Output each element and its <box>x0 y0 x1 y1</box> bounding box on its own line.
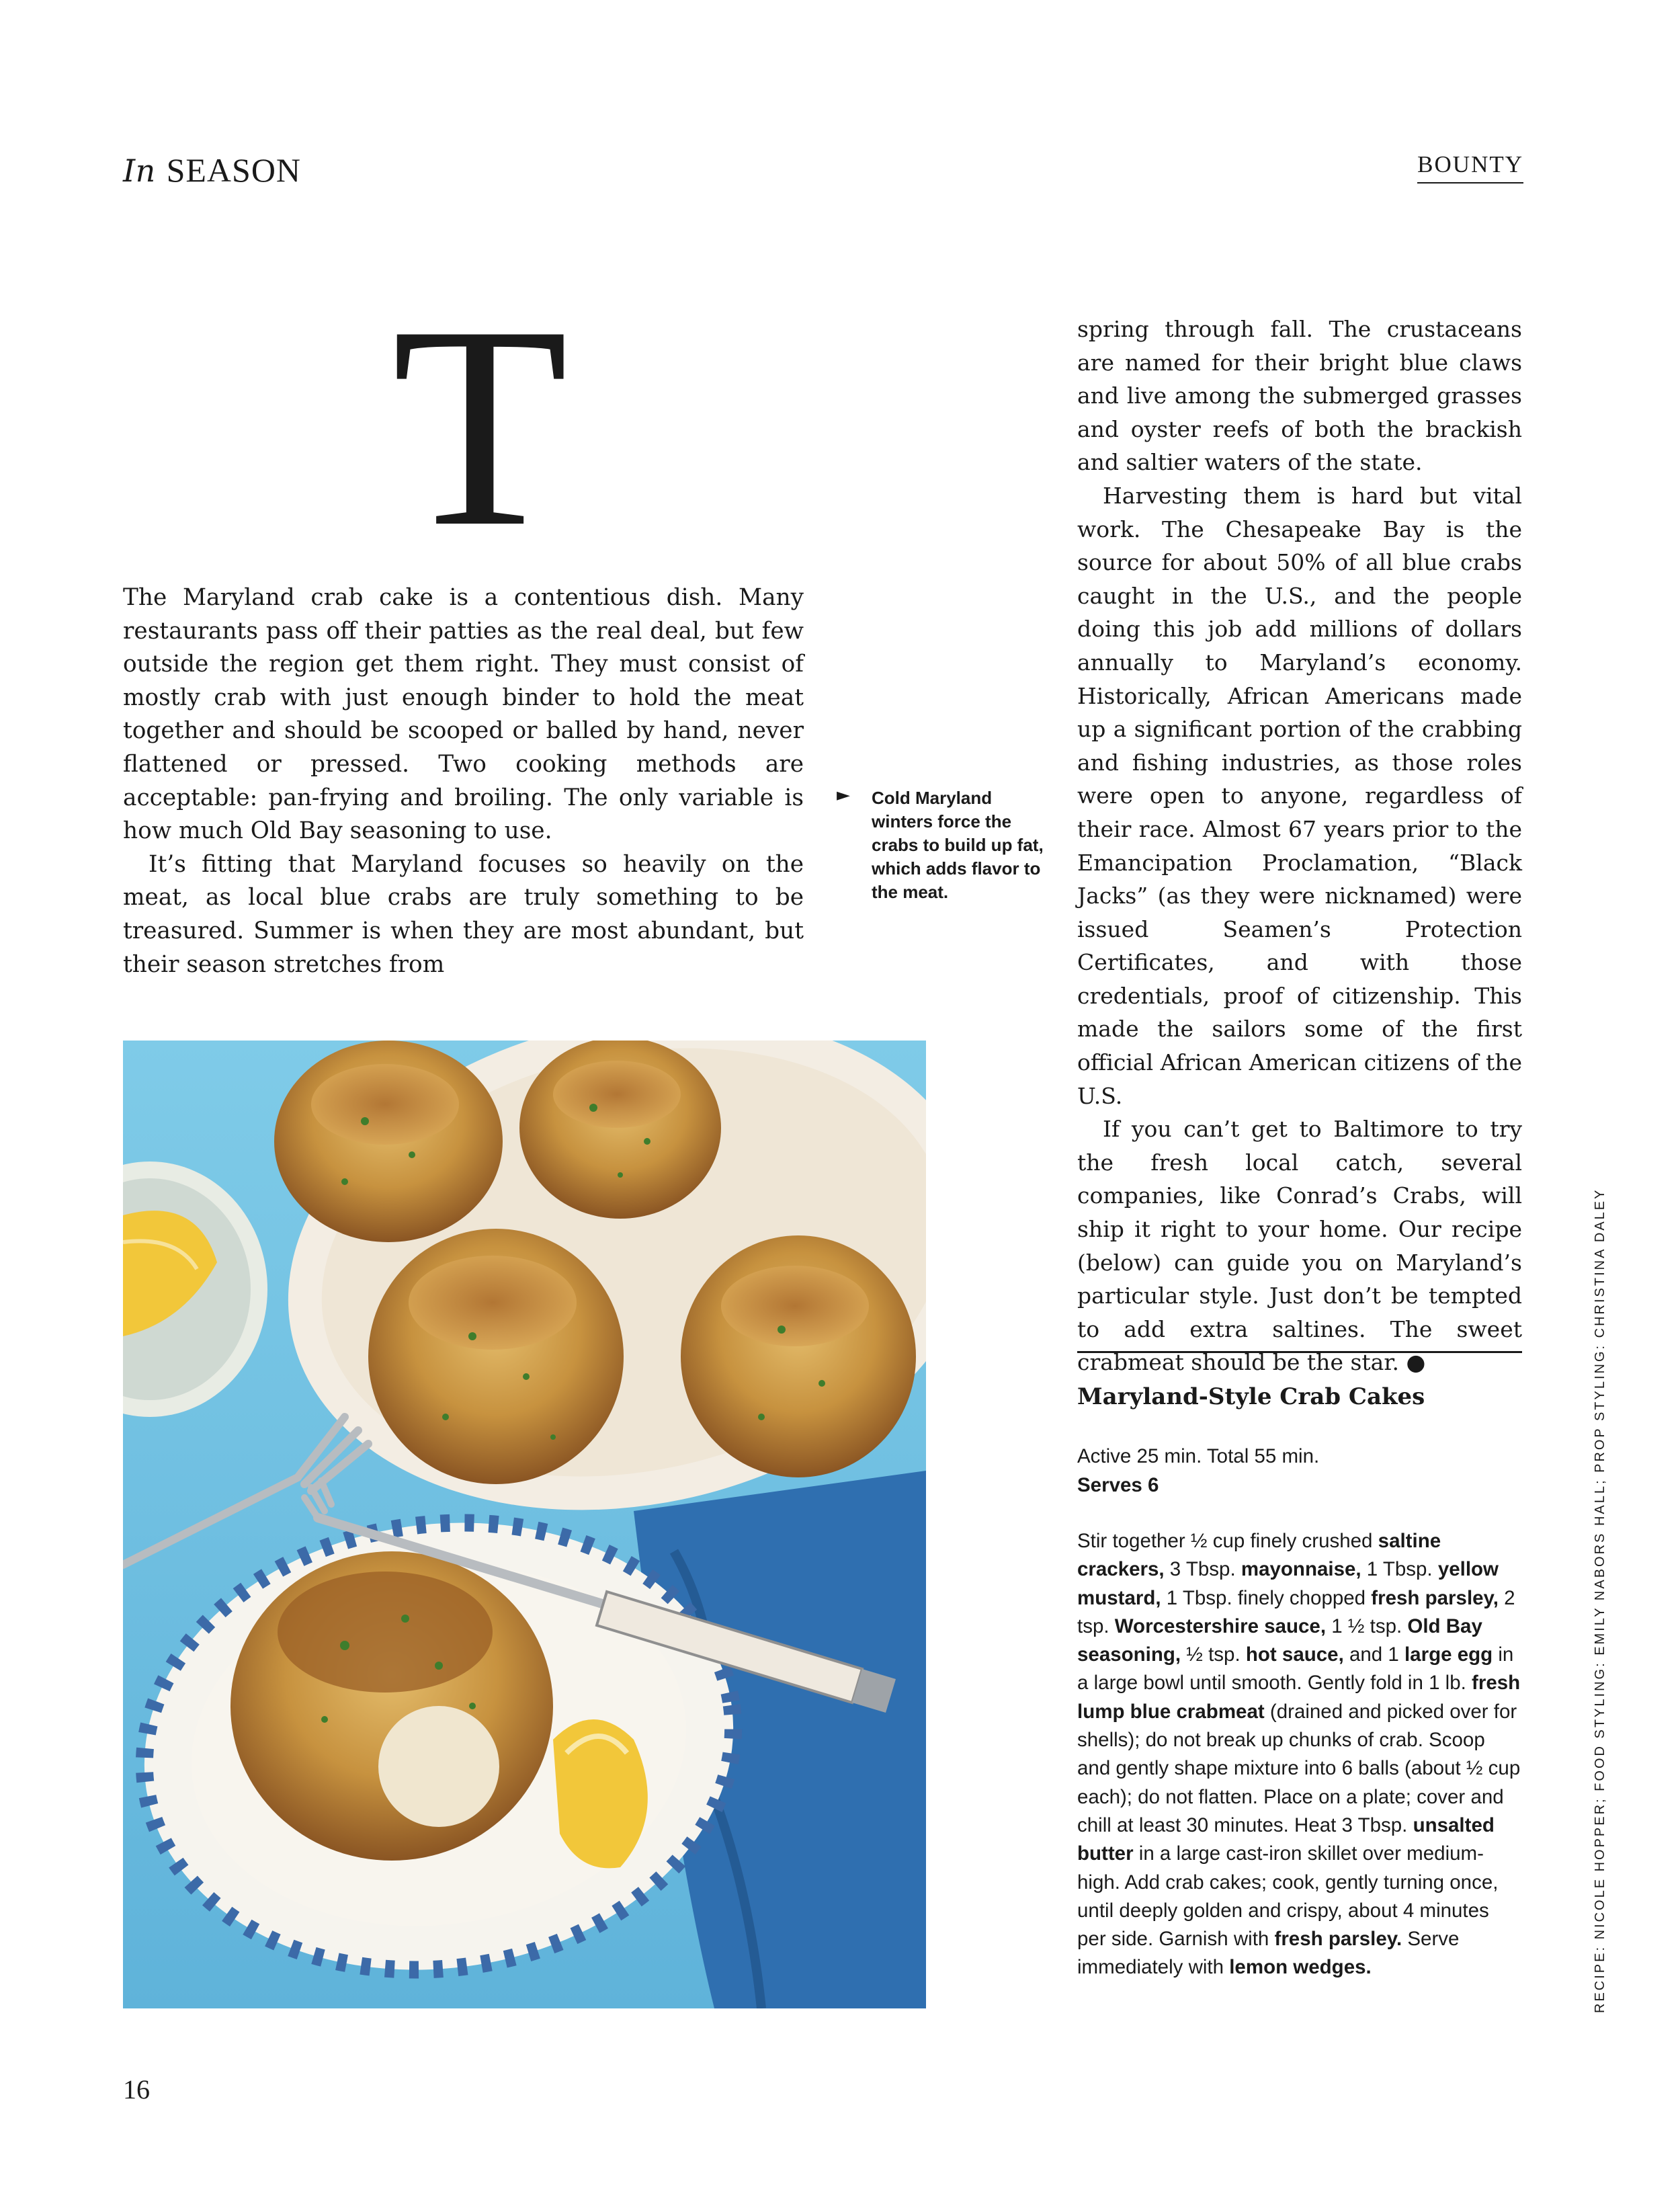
recipe-text: 2 tsp. <box>1077 1586 1515 1637</box>
article-right-column <box>1077 313 1522 1379</box>
article-paragraph: Harvesting them is hard but vital work. The Chesapeake Bay is the source for about 50% of all blue crabs caught in the U.S., and the people doing this job add millions of dollars annually to Maryland’s economy. Historically, African Americans made up a significant portion of the crabbing and fishing industries, as those roles were open to anyone, regardless of their race. Almost 67 years prior to the Emancipation Proclamation, “Black Jacks” (as they were nicknamed) were issued Seamen’s Protection Certificates, and with those credentials, proof of citizenship. This made the sailors some of the first official African American citizens of the U.S. <box>1077 482 1522 1109</box>
drop-cap: T <box>392 267 569 587</box>
recipe-ingredient: fresh lump blue crabmeat <box>1077 1672 1521 1723</box>
recipe-ingredient: saltine crackers, <box>1077 1530 1441 1581</box>
recipe-text: 1 ½ tsp. <box>1326 1615 1408 1637</box>
recipe-divider <box>1077 1351 1522 1353</box>
recipe-text: (drained and picked over for shells); do not break up chunks of crab. Scoop and gently shape mixture into 6 balls (about ½ cup each); do not flatten. Place on a plate; cover and chill at least 30 minutes. Heat 3 Tbsp. <box>1077 1700 1521 1836</box>
article-paragraph: It’s fitting that Maryland focuses so heavily on the meat, as local blue crabs are truly something to be treasured. Summer is when they are most abundant, but their season stretches from <box>123 850 804 978</box>
category-tag: BOUNTY <box>1417 151 1523 184</box>
crab-cakes-illustration <box>123 1041 926 2008</box>
section-title-italic: In <box>123 153 156 189</box>
recipe-ingredient: Worcestershire sauce, <box>1114 1615 1327 1637</box>
recipe-instructions <box>1077 1527 1522 1982</box>
recipe-text: 1 Tbsp. finely chopped <box>1161 1586 1372 1609</box>
recipe-ingredient: fresh parsley. <box>1274 1928 1402 1951</box>
recipe-text: 1 Tbsp. <box>1361 1558 1438 1581</box>
article-left-column <box>123 581 804 981</box>
recipe-ingredient: yellow mustard, <box>1077 1558 1499 1609</box>
recipe-text: in a large bowl until smooth. Gently fold in 1 lb. <box>1077 1643 1514 1695</box>
article-paragraph <box>1077 1112 1522 1379</box>
end-mark-icon: ● <box>1406 1349 1426 1376</box>
page-number: 16 <box>123 2074 150 2105</box>
recipe-title: Maryland-Style Crab Cakes <box>1077 1383 1425 1410</box>
recipe-ingredient: large egg <box>1404 1643 1493 1666</box>
photo-caption: Cold Maryland winters force the crabs to build up fat, which adds flavor to the meat. <box>872 788 1044 902</box>
recipe-ingredient: hot sauce, <box>1245 1643 1344 1666</box>
recipe-time: Active 25 min. Total 55 min. <box>1077 1445 1320 1467</box>
recipe-serves: Serves 6 <box>1077 1474 1159 1496</box>
recipe-ingredient: Old Bay seasoning, <box>1077 1615 1482 1666</box>
recipe-ingredient: mayonnaise, <box>1241 1558 1361 1581</box>
caption-arrow-icon: ► <box>837 785 850 805</box>
crab-cakes-photo <box>123 1041 926 2008</box>
recipe-text: Stir together ½ cup finely crushed <box>1077 1530 1378 1552</box>
section-title-caps: SEASON <box>166 151 302 189</box>
recipe-text: ½ tsp. <box>1181 1643 1246 1666</box>
recipe-text: and 1 <box>1343 1643 1404 1666</box>
photo-credits: RECIPE: NICOLE HOPPER; FOOD STYLING: EMILY NABORS HALL; PROP STYLING: CHRISTINA DALEY <box>1593 1188 1607 2013</box>
recipe-ingredient: unsalted butter <box>1077 1814 1495 1865</box>
article-paragraph: spring through fall. The crustaceans are named for their bright blue claws and live among the submerged grasses and oyster reefs of both the brackish and saltier waters of the state. <box>1077 316 1522 476</box>
article-paragraph-text: If you can’t get to Baltimore to try the fresh local catch, several companies, like Conrad’s Crabs, will ship it right to your home. Our recipe (below) can guide you on Maryland’s particular style. Just don’t be tempted to add extra saltines. The sweet crabmeat should be the star. <box>1077 1116 1522 1376</box>
recipe-ingredient: lemon wedges. <box>1229 1956 1372 1979</box>
recipe-text: 3 Tbsp. <box>1164 1558 1241 1581</box>
recipe-text: in a large cast-iron skillet over medium-high. Add crab cakes; cook, gently turning once, until deeply golden and crispy, about 4 minutes per side. Garnish with <box>1077 1842 1499 1951</box>
section-title <box>123 151 301 190</box>
article-paragraph: The Maryland crab cake is a contentious dish. Many restaurants pass off their patties as the real deal, but few outside the region get them right. They must consist of mostly crab with just enough binder to hold the meat together and should be scooped or balled by hand, never flattened or pressed. Two cooking methods are acceptable: pan-frying and broiling. The only variable is how much Old Bay seasoning to use. <box>123 584 804 845</box>
recipe-ingredient: fresh parsley, <box>1371 1586 1499 1609</box>
recipe-text: Serve immediately with <box>1077 1928 1460 1979</box>
